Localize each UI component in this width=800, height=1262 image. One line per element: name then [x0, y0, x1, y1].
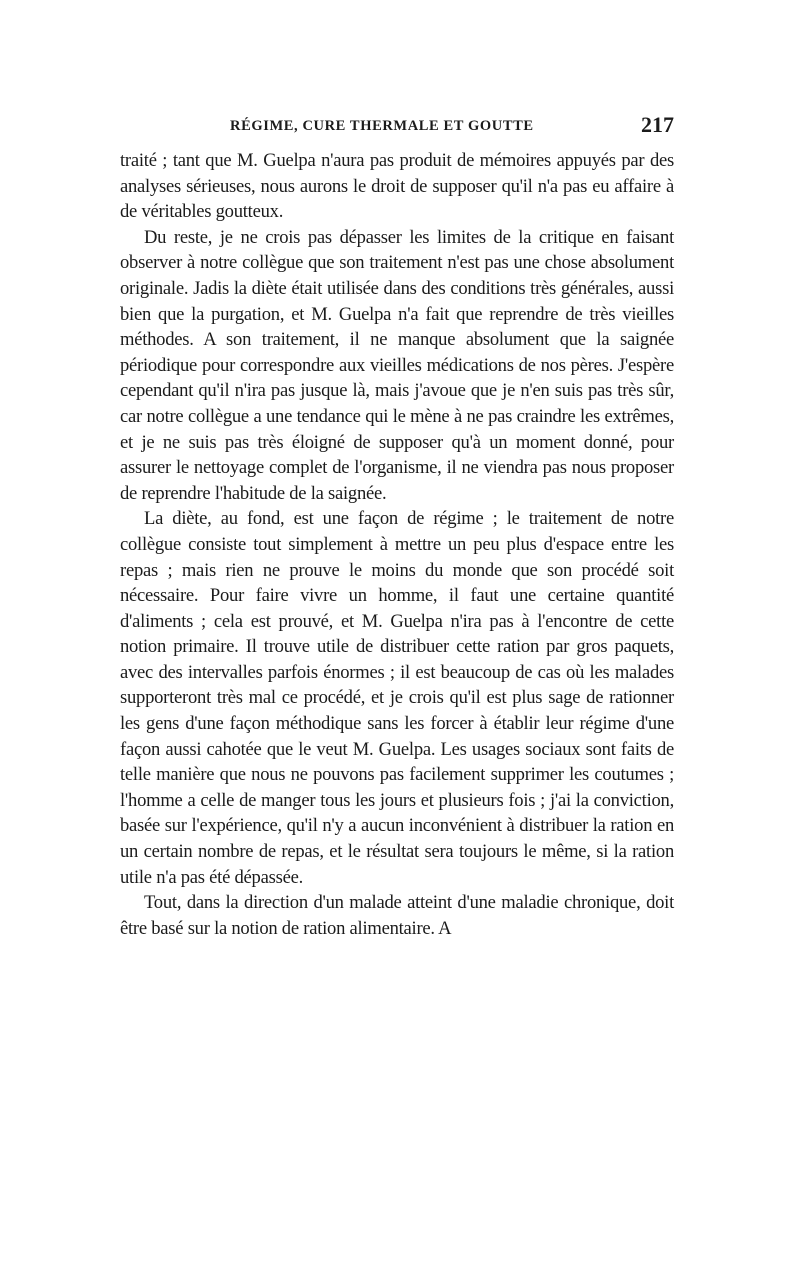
body-text	[120, 148, 674, 941]
page-number: 217	[641, 112, 674, 137]
paragraph-critique: Du reste, je ne crois pas dépasser les limites de la critique en faisant observer à notre collègue que son traitement n'est pas une chose absolument originale. Jadis la diète était utilisée dans des conditions très générales, aussi bien que la purgation, et M. Guelpa n'a fait que reprendre de très vieilles méthodes. A son traitement, il ne manque absolument que la saignée périodique pour correspondre aux vieilles médications de nos pères. J'espère cependant qu'il n'ira pas jusque là, mais j'avoue que je n'en suis pas très sûr, car notre collègue a une tendance qui le mène à ne pas craindre les extrêmes, et je ne suis pas très éloigné de supposer qu'à un moment donné, pour assurer le nettoyage complet de l'organisme, il ne viendra pas nous proposer de reprendre l'habitude de la saignée.	[120, 226, 674, 504]
paragraph-ration: Tout, dans la direction d'un malade atteint d'une maladie chronique, doit être basé sur la notion de ration alimentaire. A	[120, 892, 674, 939]
running-head	[120, 112, 674, 142]
paragraph-diete: La diète, au fond, est une façon de régime ; le traitement de notre collègue consiste tout simplement à mettre un peu plus d'espace entre les repas ; mais rien ne prouve le moins du monde que son procédé soit nécessaire. Pour faire vivre un homme, il faut une certaine quantité d'aliments ; cela est prouvé, et M. Guelpa n'ira pas à l'encontre de cette notion primaire. Il trouve utile de distribuer cette ration par gros paquets, avec des intervalles parfois énormes ; il est beaucoup de cas où les malades supporteront très mal ce procédé, et je crois qu'il est plus sage de rationner les gens d'une façon méthodique sans les forcer à établir leur régime d'une façon aussi cahotée que le veut M. Guelpa. Les usages sociaux sont faits de telle manière que nous ne pouvons pas facilement supprimer les coutumes ; l'homme a celle de manger tous les jours et plusieurs fois ; j'ai la conviction, basée sur l'expérience, qu'il n'y a aucun inconvénient à distribuer la ration en un certain nombre de repas, et le résultat sera toujours le même, si la ration utile n'a pas été dépassée.	[120, 508, 674, 888]
running-title: RÉGIME, CURE THERMALE ET GOUTTE	[230, 118, 534, 134]
book-page	[120, 112, 674, 941]
paragraph-continuation: traité ; tant que M. Guelpa n'aura pas produit de mémoires appuyés par des analyses sérieuses, nous aurons le droit de supposer qu'il n'a pas eu affaire à de véritables goutteux.	[120, 150, 674, 223]
